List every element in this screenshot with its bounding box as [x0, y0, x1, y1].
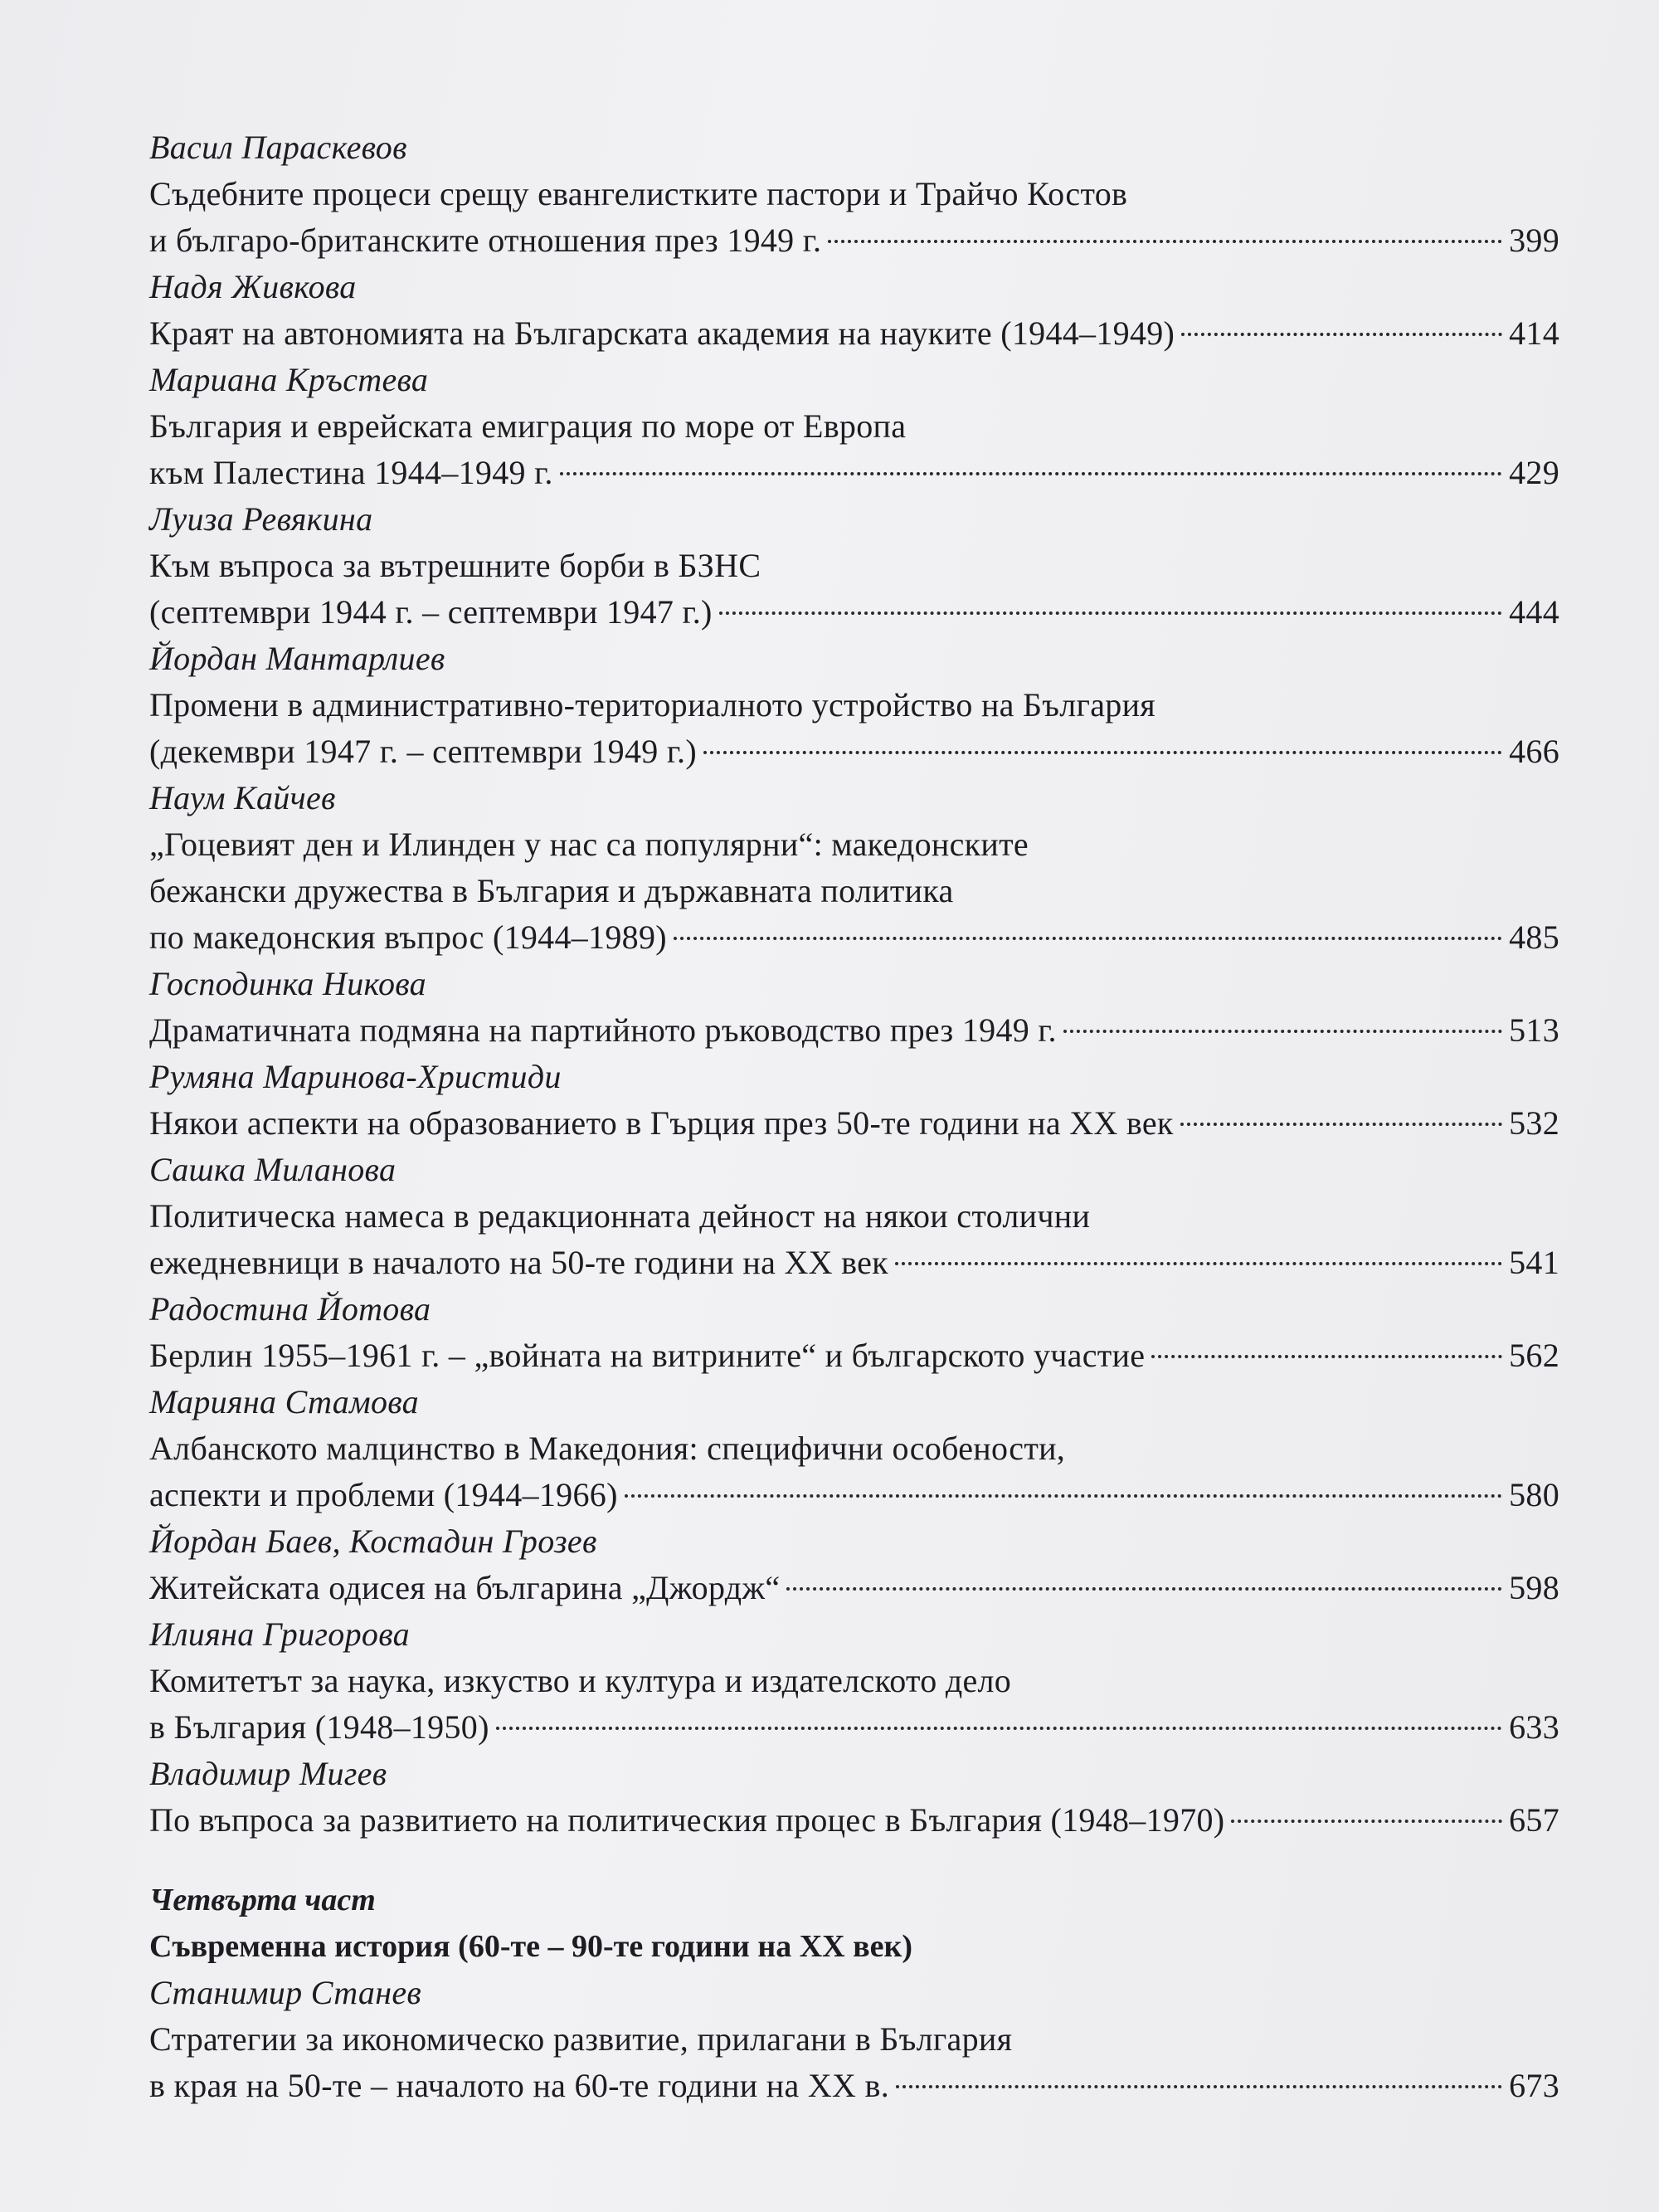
section-gap [149, 1844, 1559, 1877]
toc-entries [149, 124, 1559, 1844]
dot-leader [786, 1587, 1502, 1591]
toc-entry [149, 1611, 1559, 1751]
entry-title-line: бежански дружества в България и държавната политика [149, 872, 954, 909]
dot-leader [1231, 1820, 1502, 1823]
toc-entry [149, 1518, 1559, 1611]
page-number: 513 [1509, 1011, 1559, 1049]
entry-author: Господинка Никова [149, 965, 426, 1002]
toc-entry [149, 775, 1559, 961]
page-number: 657 [1509, 1801, 1559, 1839]
page-number: 399 [1509, 222, 1559, 259]
entry-title-line: ежедневници в началото на 50-те години на XX век [149, 1244, 888, 1281]
entry-title-line: Към въпроса за вътрешните борби в БЗНС [149, 547, 761, 584]
entry-title-line: Промени в административно-териториалното устройство на България [149, 686, 1155, 724]
entry-author: Йордан Мантарлиев [149, 640, 445, 677]
entry-final-line [149, 1007, 1559, 1054]
dot-leader [1151, 1355, 1502, 1358]
part-label: Четвърта част [149, 1883, 376, 1917]
toc-entry [149, 264, 1559, 357]
page-number: 673 [1509, 2067, 1559, 2104]
dot-leader [828, 240, 1502, 243]
page-number: 429 [1509, 454, 1559, 491]
toc-entry [149, 1147, 1559, 1286]
toc-entry [149, 1751, 1559, 1844]
entry-final-line [149, 217, 1559, 264]
toc-entry [149, 1286, 1559, 1379]
entry-final-line [149, 1797, 1559, 1844]
entry-author: Мариана Кръстева [149, 361, 429, 398]
page-number: 485 [1509, 918, 1559, 956]
page-number: 466 [1509, 733, 1559, 770]
page-number: 580 [1509, 1476, 1559, 1513]
entry-author: Владимир Мигев [149, 1755, 387, 1792]
entry-title-line: Някои аспекти на образованието в Гърция през 50-те години на XX век [149, 1104, 1174, 1142]
entry-title-line: към Палестина 1944–1949 г. [149, 454, 553, 491]
dot-leader [1181, 333, 1502, 336]
entry-final-line [149, 1240, 1559, 1286]
page-number: 414 [1509, 314, 1559, 352]
dot-leader [496, 1727, 1502, 1730]
entry-title-line: в края на 50-те – началото на 60-те години на XX в. [149, 2067, 890, 2104]
entry-author: Йордан Баев, Костадин Грозев [149, 1523, 597, 1560]
entry-final-line [149, 914, 1559, 961]
entry-author: Наум Кайчев [149, 779, 336, 816]
toc-entry [149, 1379, 1559, 1518]
dot-leader [1180, 1123, 1502, 1126]
entry-final-line [149, 1100, 1559, 1147]
page-number: 633 [1509, 1708, 1559, 1746]
toc-entry [149, 1970, 1559, 2109]
entry-title-line: „Гоцевият ден и Илинден у нас са популярни“: македонските [149, 826, 1029, 863]
page-number: 541 [1509, 1244, 1559, 1281]
entry-title-line: Стратегии за икономическо развитие, прилагани в България [149, 2020, 1013, 2058]
dot-leader [560, 472, 1502, 475]
entry-title-line: Краят на автономията на Българската академия на науките (1944–1949) [149, 314, 1175, 352]
dot-leader [719, 611, 1502, 615]
entry-title-line: и българо-британските отношения през 1949 г. [149, 222, 822, 259]
dot-leader [703, 751, 1502, 754]
entry-author: Марияна Стамова [149, 1383, 419, 1420]
page-number: 562 [1509, 1337, 1559, 1374]
entry-final-line [149, 1472, 1559, 1518]
entry-title-line: България и еврейската емиграция по море от Европа [149, 407, 907, 445]
toc-entry [149, 496, 1559, 636]
entry-title-line: Берлин 1955–1961 г. – „войната на витрините“ и българското участие [149, 1337, 1146, 1374]
dot-leader [625, 1494, 1502, 1498]
dot-leader [895, 1262, 1502, 1265]
dot-leader [1063, 1030, 1502, 1033]
toc-entry [149, 357, 1559, 496]
entry-author: Надя Живкова [149, 268, 357, 305]
entry-final-line [149, 2063, 1559, 2109]
entry-title-line: По въпроса за развитието на политическия процес в България (1948–1970) [149, 1801, 1225, 1839]
entry-title-line: Политическа намеса в редакционната дейност на някои столични [149, 1197, 1091, 1235]
entry-author: Радостина Йотова [149, 1290, 431, 1328]
page-number: 444 [1509, 593, 1559, 631]
toc-entry [149, 1054, 1559, 1147]
table-of-contents [149, 124, 1559, 2109]
toc-entry [149, 961, 1559, 1054]
entry-final-line [149, 1333, 1559, 1379]
dot-leader [896, 2085, 1502, 2088]
entry-author: Илияна Григорова [149, 1615, 410, 1653]
entry-title-line: Драматичната подмяна на партийното ръководство през 1949 г. [149, 1011, 1057, 1049]
entry-title-line: (декември 1947 г. – септември 1949 г.) [149, 733, 697, 770]
part-title: Съвременна история (60-те – 90-те години на XX век) [149, 1929, 913, 1964]
entry-title-line: в България (1948–1950) [149, 1708, 489, 1746]
entry-final-line [149, 310, 1559, 357]
entry-final-line [149, 589, 1559, 636]
toc-entry [149, 636, 1559, 775]
entry-title-line: Албанското малцинство в Македония: специфични особености, [149, 1430, 1066, 1467]
entry-final-line [149, 1565, 1559, 1611]
page-number: 532 [1509, 1104, 1559, 1142]
entry-title-line: Комитетът за наука, изкуство и култура и издателското дело [149, 1662, 1012, 1699]
part-toc-entries [149, 1970, 1559, 2109]
entry-author: Румяна Маринова-Христиди [149, 1058, 562, 1095]
dot-leader [674, 937, 1502, 940]
entry-final-line [149, 728, 1559, 775]
entry-author: Васил Параскевов [149, 129, 407, 166]
page-number: 598 [1509, 1569, 1559, 1606]
entry-title-line: аспекти и проблеми (1944–1966) [149, 1476, 618, 1513]
entry-final-line [149, 1704, 1559, 1751]
entry-title-line: Съдебните процеси срещу евангелистките пастори и Трайчо Костов [149, 175, 1128, 212]
entry-author: Станимир Станев [149, 1974, 422, 2011]
entry-title-line: Житейската одисея на българина „Джордж“ [149, 1569, 781, 1606]
entry-author: Сашка Миланова [149, 1151, 397, 1188]
entry-author: Луиза Ревякина [149, 500, 373, 538]
toc-entry [149, 124, 1559, 264]
entry-title-line: (септември 1944 г. – септември 1947 г.) [149, 593, 713, 631]
entry-final-line [149, 450, 1559, 496]
entry-title-line: по македонския въпрос (1944–1989) [149, 918, 667, 956]
